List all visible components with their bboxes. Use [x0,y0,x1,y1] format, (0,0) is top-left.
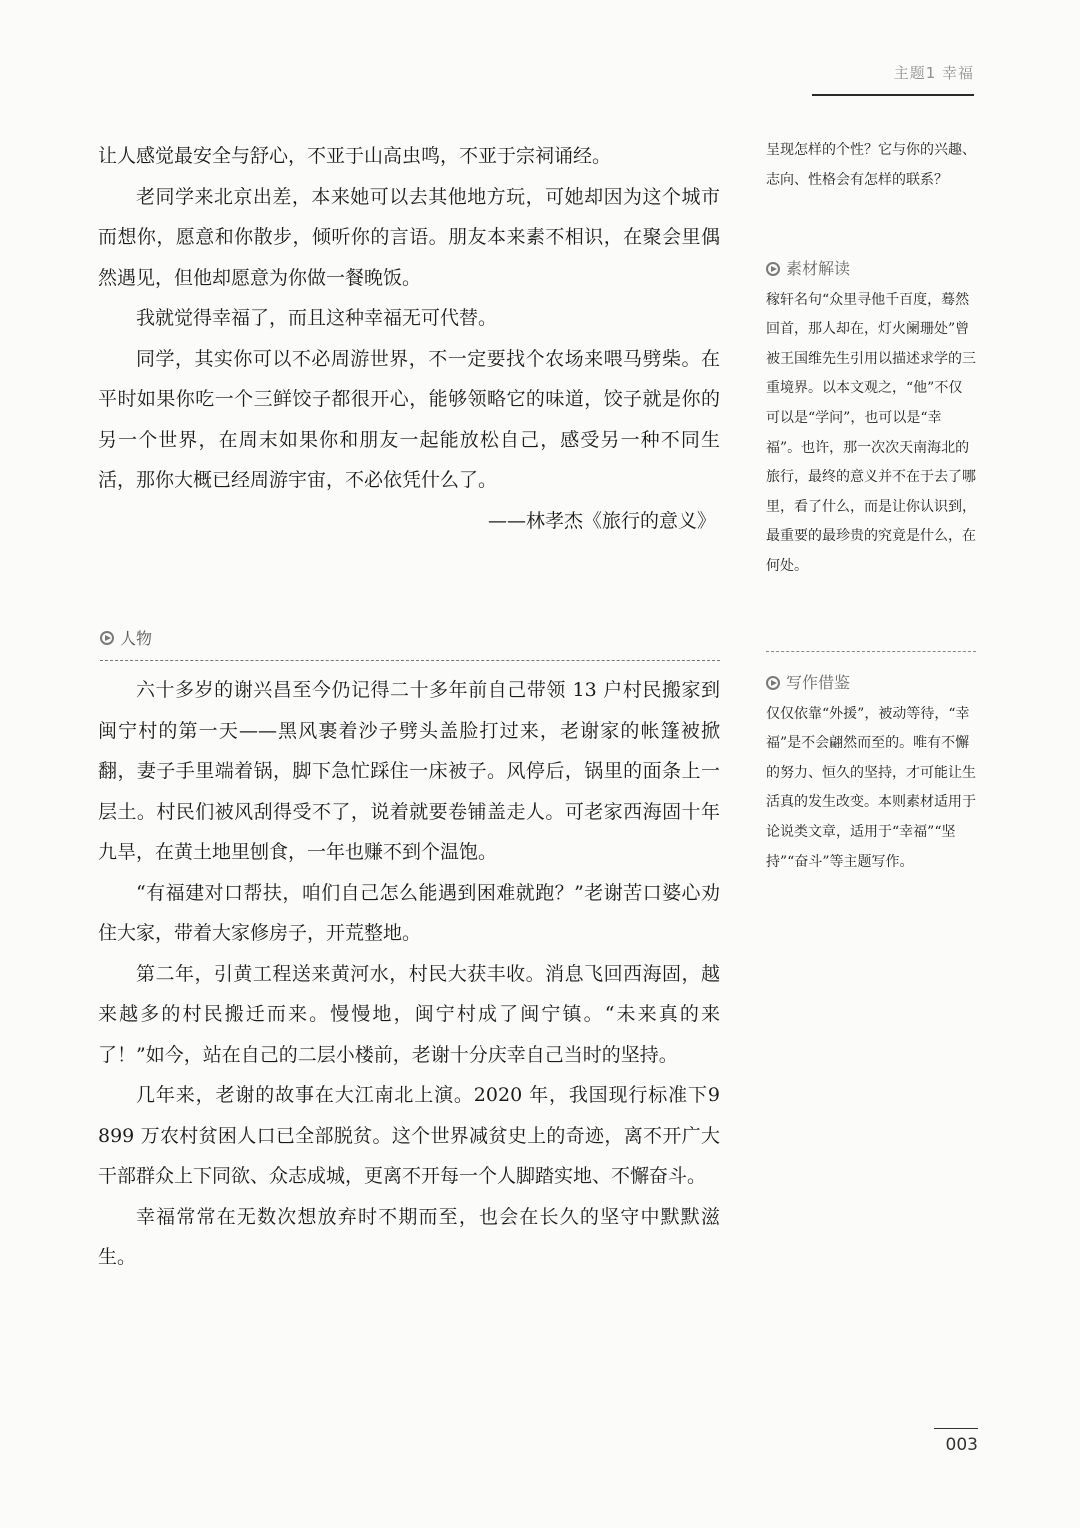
play-circle-icon [100,631,114,645]
paragraph: 让人感觉最安全与舒心，不亚于山高虫鸣，不亚于宗祠诵经。 [98,145,612,167]
sidebar-question [766,136,976,195]
paragraph: 老同学来北京出差，本来她可以去其他地方玩，可她却因为这个城市而想你，愿意和你散步，倾听你的言语。朋友本来素不相识，在聚会里偶然遇见，但他却愿意为你做一餐晚饭。 [98,185,720,289]
paragraph: “有福建对口帮扶，咱们自己怎么能遇到困难就跑？”老谢苦口婆心劝住大家，带着大家修房子，开荒整地。 [98,881,720,944]
paragraph: 第二年，引黄工程送来黄河水，村民大获丰收。消息飞回西海固，越来越多的村民搬迁而来。慢慢地，闽宁村成了闽宁镇。“未来真的来了！”如今，站在自己的二层小楼前，老谢十分庆幸自己当时的坚持。 [98,962,720,1066]
sidebar-material-heading: 素材解读 [786,259,851,278]
paragraph: 幸福常常在无数次想放弃时不期而至，也会在长久的坚守中默默滋生。 [98,1205,720,1268]
citation: ——林孝杰《旅行的意义》 [487,509,716,532]
main-text-upper [98,136,720,541]
paragraph: 几年来，老谢的故事在大江南北上演。2020 年，我国现行标准下9 899 万农村贫困人口已全部脱贫。这个世界减贫史上的奇迹，离不开广大干部群众上下同欲、众志成城，更离不开每一个人脚踏实地、不懈奋斗。 [98,1084,720,1187]
sidebar-material [766,254,976,582]
sidebar-material-text: 稼轩名句“众里寻他千百度，蓦然回首，那人却在，灯火阑珊处”曾被王国维先生引用以描述求学的三重境界。以本文观之，“他”不仅可以是“学问”，也可以是“幸福”。也许，那一次次天南海北的旅行，最终的意义并不在于去了哪里，看了什么，而是让你认识到，最重要的最珍贵的究竟是什么，在何处。 [766,291,976,574]
running-header [812,58,974,96]
sidebar-writing-heading: 写作借鉴 [786,673,851,692]
section-heading-label: 人物 [120,629,153,648]
header-title: 主题1 幸福 [893,64,974,82]
sidebar-question-text: 呈现怎样的个性？它与你的兴趣、志向、性格会有怎样的联系？ [766,142,976,188]
paragraph: 六十多岁的谢兴昌至今仍记得二十多年前自己带领 13 户村民搬家到闽宁村的第一天——黑风裹着沙子劈头盖脸打过来，老谢家的帐篷被掀翻，妻子手里端着锅，脚下急忙踩住一床被子。风停后，锅里的面条上一层土。村民们被风刮得受不了，说着就要卷铺盖走人。可老家西海固十年九旱，在黄土地里刨食，一年也赚不到个温饱。 [98,679,720,863]
paragraph: 同学，其实你可以不必周游世界，不一定要找个农场来喂马劈柴。在平时如果你吃一个三鲜饺子都很开心，能够领略它的味道，饺子就是你的另一个世界，在周末如果你和朋友一起能放松自己，感受另一种不同生活，那你大概已经周游宇宙，不必依凭什么了。 [98,347,720,491]
page-number: 003 [934,1428,978,1455]
paragraph: 我就觉得幸福了，而且这种幸福无可代替。 [136,307,498,329]
sidebar-divider [766,651,976,652]
main-text-people [98,670,720,1278]
sidebar-writing [766,668,976,877]
section-heading-people [100,626,720,661]
play-circle-icon [766,676,780,690]
sidebar-writing-text: 仅仅依靠“外援”，被动等待，“幸福”是不会翩然而至的。唯有不懈的努力、恒久的坚持，才可能让生活真的发生改变。本则素材适用于论说类文章，适用于“幸福”“坚持”“奋斗”等主题写作。 [766,705,976,870]
play-circle-icon [766,262,780,276]
